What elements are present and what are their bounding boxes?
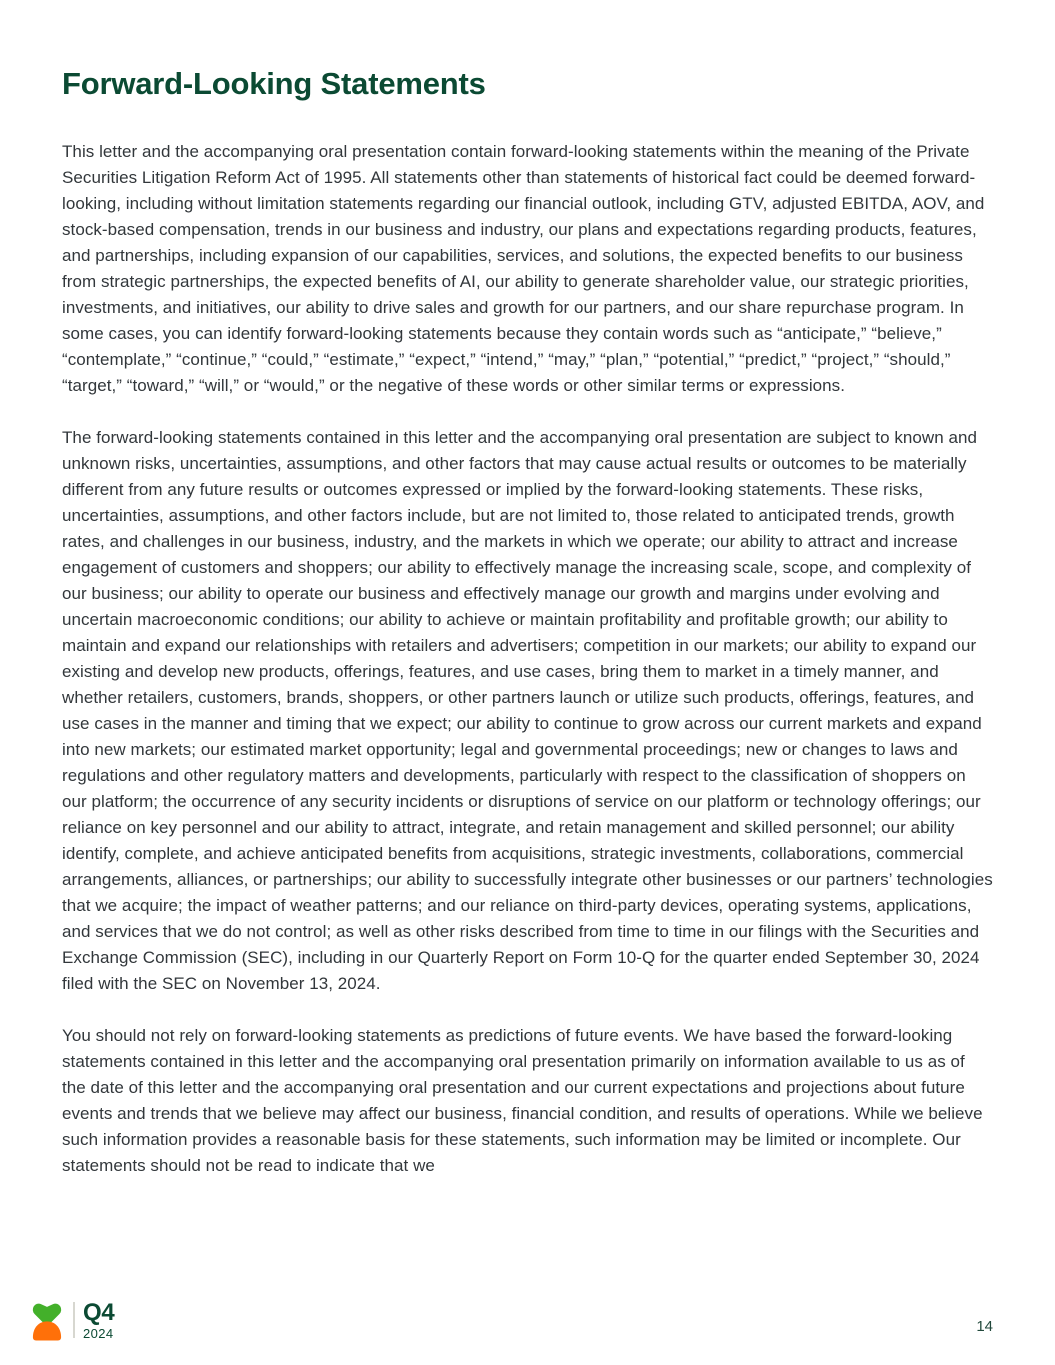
page-number: 14: [976, 1318, 993, 1335]
logo-quarter-label: Q4: [83, 1298, 115, 1326]
paragraph-forward-looking-intro: This letter and the accompanying oral presentation contain forward-looking statements within the meaning of the Private Securities Litigation Reform Act of 1995. All statements other than statements of historical fact could be deemed forward-looking, including without limitation statements regarding our financial outlook, including GTV, adjusted EBITDA, AOV, and stock-based compensation, trends in our business and industry, our plans and expectations regarding products, features, and partnerships, including expansion of our capabilities, services, and solutions, the expected benefits to our business from strategic partnerships, the expected benefits of AI, our ability to generate shareholder value, our strategic priorities, investments, and initiatives, our ability to drive sales and growth for our partners, and our share repurchase program. In some cases, you can identify forward-looking statements because they contain words such as “anticipate,” “believe,” “contemplate,” “continue,” “could,” “estimate,” “expect,” “intend,” “may,” “plan,” “potential,” “predict,” “project,” “should,” “target,” “toward,” “will,” or “would,” or the negative of these words or other similar terms or expressions.: [62, 142, 985, 395]
footer-logo: [27, 1297, 114, 1343]
paragraph-reliance-disclaimer: You should not rely on forward-looking statements as predictions of future events. We have based the forward-looking statements contained in this letter and the accompanying oral presentation primarily on information available to us as of the date of this letter and the accompanying oral presentation and our current expectations and projections about future events and trends that we believe may affect our business, financial condition, and results of operations. While we believe such information provides a reasonable basis for these statements, such information may be limited or incomplete. Our statements should not be read to indicate that we: [62, 1026, 983, 1175]
logo-year-label: 2024: [83, 1325, 114, 1341]
page-title: Forward-Looking Statements: [62, 66, 486, 101]
paragraph-risk-factors: The forward-looking statements contained in this letter and the accompanying oral presentation are subject to known and unknown risks, uncertainties, assumptions, and other factors that may cause actual results or outcomes to be materially different from any future results or outcomes expressed or implied by the forward-looking statements. These risks, uncertainties, assumptions, and other factors include, but are not limited to, those related to anticipated trends, growth rates, and challenges in our business, industry, and the markets in which we operate; our ability to attract and increase engagement of customers and shoppers; our ability to effectively manage the increasing scale, scope, and complexity of our business; our ability to operate our business and effectively manage our growth and margins under evolving and uncertain macroeconomic conditions; our ability to achieve or maintain profitability and profitable growth; our ability to maintain and expand our relationships with retailers and advertisers; competition in our markets; our ability to expand our existing and develop new products, offerings, features, and use cases, bring them to market in a timely manner, and whether retailers, customers, brands, shoppers, or other partners launch or utilize such products, offerings, features, and use cases in the manner and timing that we expect; our ability to continue to grow across our current markets and expand into new markets; our estimated market opportunity; legal and governmental proceedings; new or changes to laws and regulations and other regulatory matters and developments, particularly with respect to the classification of shoppers on our platform; the occurrence of any security incidents or disruptions of service on our platform or technology offerings; our reliance on key personnel and our ability to attract, integrate, and retain management and skilled personnel; our ability identify, complete, and achieve anticipated benefits from acquisitions, strategic investments, collaborations, commercial arrangements, alliances, or partnerships; our ability to successfully integrate other businesses or our partners’ technologies that we acquire; the impact of weather patterns; and our reliance on third-party devices, operating systems, applications, and services that we do not control; as well as other risks described from time to time in our filings with the Securities and Exchange Commission (SEC), including in our Quarterly Report on Form 10-Q for the quarter ended September 30, 2024 filed with the SEC on November 13, 2024.: [62, 428, 993, 993]
logo-text-block: [83, 1298, 115, 1341]
instacart-carrot-icon: [27, 1297, 67, 1343]
logo-divider: [73, 1302, 75, 1338]
